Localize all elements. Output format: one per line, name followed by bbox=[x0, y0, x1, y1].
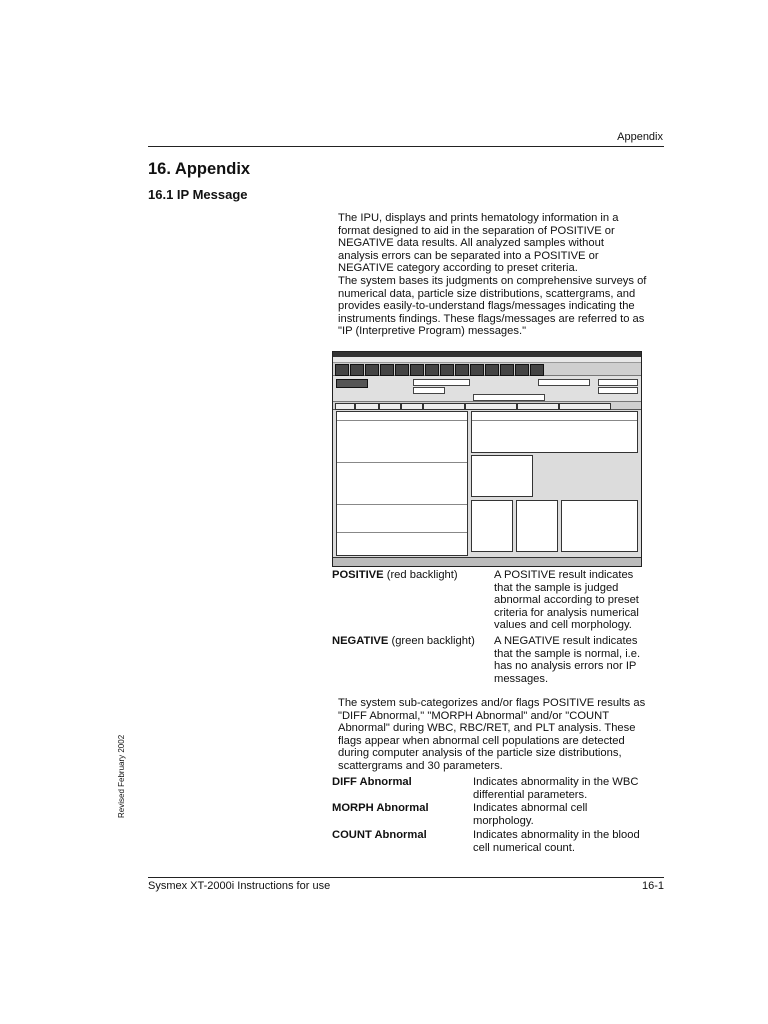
toolbar-icon bbox=[470, 364, 484, 376]
comment-field bbox=[473, 394, 545, 401]
toolbar-icon bbox=[335, 364, 349, 376]
negative-desc-line: has no analysis errors nor IP bbox=[494, 660, 637, 673]
screenshot-tab bbox=[335, 403, 355, 410]
patient-id-field bbox=[413, 387, 445, 394]
positive-label: POSITIVE bbox=[332, 569, 384, 581]
screenshot-tab bbox=[355, 403, 379, 410]
screenshot-tab bbox=[559, 403, 611, 410]
positive-desc-line: that the sample is judged bbox=[494, 581, 619, 594]
section-title: 16.1 IP Message bbox=[148, 187, 248, 202]
count-abnormal-term bbox=[332, 829, 427, 842]
footer-rule bbox=[148, 877, 664, 878]
negative-description bbox=[494, 635, 664, 685]
intro-line: provides easily-to-understand flags/messages indicating the bbox=[338, 300, 635, 313]
diff-abnormal-term bbox=[332, 776, 412, 789]
toolbar-icon bbox=[530, 364, 544, 376]
toolbar-icon bbox=[350, 364, 364, 376]
subcategory-paragraph bbox=[338, 697, 664, 773]
header-rule bbox=[148, 146, 664, 147]
subcat-line: scattergrams and 30 parameters. bbox=[338, 759, 503, 772]
toolbar-icon bbox=[455, 364, 469, 376]
positive-term bbox=[332, 569, 458, 582]
time-field bbox=[598, 387, 638, 394]
intro-line: instruments findings. These flags/messages are referred to as bbox=[338, 312, 645, 325]
positive-desc-line: abnormal according to preset bbox=[494, 594, 639, 607]
count-abnormal-label: COUNT Abnormal bbox=[332, 829, 427, 841]
morph-desc-line: morphology. bbox=[473, 814, 534, 827]
negative-desc-line: A NEGATIVE result indicates bbox=[494, 635, 638, 647]
morph-abnormal-description bbox=[473, 802, 664, 827]
negative-label: NEGATIVE bbox=[332, 635, 389, 647]
intro-line: "IP (Interpretive Program) messages." bbox=[338, 325, 527, 338]
positive-desc-line: values and cell morphology. bbox=[494, 619, 632, 632]
diff-desc-line: differential parameters. bbox=[473, 788, 588, 801]
intro-line: numerical data, particle size distributions, scattergrams, and bbox=[338, 287, 636, 300]
screenshot-statusbar bbox=[333, 557, 641, 566]
toolbar-icon bbox=[500, 364, 514, 376]
screenshot-main-table bbox=[336, 411, 468, 556]
screenshot-tab bbox=[401, 403, 423, 410]
morph-abnormal-label: MORPH Abnormal bbox=[332, 802, 429, 814]
diff-abnormal-description bbox=[473, 776, 664, 801]
negative-desc-line: messages. bbox=[494, 672, 549, 685]
screenshot-flag-list bbox=[471, 500, 513, 552]
positive-desc-line: criteria for analysis numerical bbox=[494, 606, 639, 619]
morph-abnormal-term bbox=[332, 802, 429, 815]
intro-line: The system bases its judgments on comprehensive surveys of bbox=[338, 274, 647, 287]
screenshot-diff-table bbox=[471, 411, 638, 453]
subcat-line: "DIFF Abnormal," "MORPH Abnormal" and/or "COUNT bbox=[338, 709, 610, 722]
screenshot-tab bbox=[423, 403, 465, 410]
page-title: 16. Appendix bbox=[148, 160, 251, 178]
header-section: Appendix bbox=[617, 131, 663, 143]
positive-qualifier: (red backlight) bbox=[383, 569, 458, 581]
toolbar-icon bbox=[485, 364, 499, 376]
screenshot-toolbar bbox=[333, 363, 641, 376]
positive-desc-line: A POSITIVE result indicates bbox=[494, 569, 634, 581]
intro-line: format designed to aid in the separation of POSITIVE or bbox=[338, 224, 615, 237]
toolbar-icon bbox=[440, 364, 454, 376]
toolbar-icon bbox=[395, 364, 409, 376]
diff-abnormal-label: DIFF Abnormal bbox=[332, 776, 412, 788]
toolbar-icon bbox=[365, 364, 379, 376]
screenshot-tabs bbox=[333, 402, 641, 410]
screenshot-plt-list bbox=[561, 500, 638, 552]
intro-line: NEGATIVE data results. All analyzed samples without bbox=[338, 237, 604, 250]
positive-indicator bbox=[336, 379, 368, 388]
screenshot-rbc-list bbox=[516, 500, 558, 552]
count-desc-line: Indicates abnormality in the blood bbox=[473, 829, 640, 841]
ipu-screenshot-figure bbox=[332, 351, 642, 567]
footer-manual-title: Sysmex XT-2000i Instructions for use bbox=[148, 880, 331, 892]
intro-line: The IPU, displays and prints hematology information in a bbox=[338, 212, 619, 224]
morph-desc-line: Indicates abnormal cell bbox=[473, 802, 588, 814]
subcat-line: flags appear when abnormal cell populations are detected bbox=[338, 734, 625, 747]
subcat-line: Abnormal" during WBC, RBC/RET, and PLT analysis. These bbox=[338, 722, 636, 735]
footer-page-number: 16-1 bbox=[641, 880, 664, 892]
toolbar-icon bbox=[380, 364, 394, 376]
diff-desc-line: Indicates abnormality in the WBC bbox=[473, 776, 639, 788]
screenshot-tab bbox=[379, 403, 401, 410]
count-desc-line: cell numerical count. bbox=[473, 841, 575, 854]
subcat-line: during computer analysis of the particle size distributions, bbox=[338, 747, 622, 760]
intro-paragraph bbox=[338, 212, 664, 338]
intro-line: analysis errors can be separated into a POSITIVE or bbox=[338, 249, 599, 262]
ward-field bbox=[538, 379, 590, 386]
sample-no-field bbox=[413, 379, 470, 386]
screenshot-sub-table bbox=[471, 455, 533, 497]
revision-date: Revised February 2002 bbox=[117, 734, 126, 818]
toolbar-icon bbox=[515, 364, 529, 376]
negative-term bbox=[332, 635, 475, 648]
intro-line: NEGATIVE category according to preset criteria. bbox=[338, 262, 578, 275]
negative-desc-line: that the sample is normal, i.e. bbox=[494, 647, 641, 660]
screenshot-tab bbox=[517, 403, 559, 410]
date-field bbox=[598, 379, 638, 386]
toolbar-icon bbox=[410, 364, 424, 376]
toolbar-icon bbox=[425, 364, 439, 376]
count-abnormal-description bbox=[473, 829, 664, 854]
screenshot-tab bbox=[465, 403, 517, 410]
screenshot-sample-info bbox=[333, 376, 641, 402]
subcat-line: The system sub-categorizes and/or flags POSITIVE results as bbox=[338, 697, 646, 709]
negative-qualifier: (green backlight) bbox=[388, 635, 475, 647]
positive-description bbox=[494, 569, 664, 632]
